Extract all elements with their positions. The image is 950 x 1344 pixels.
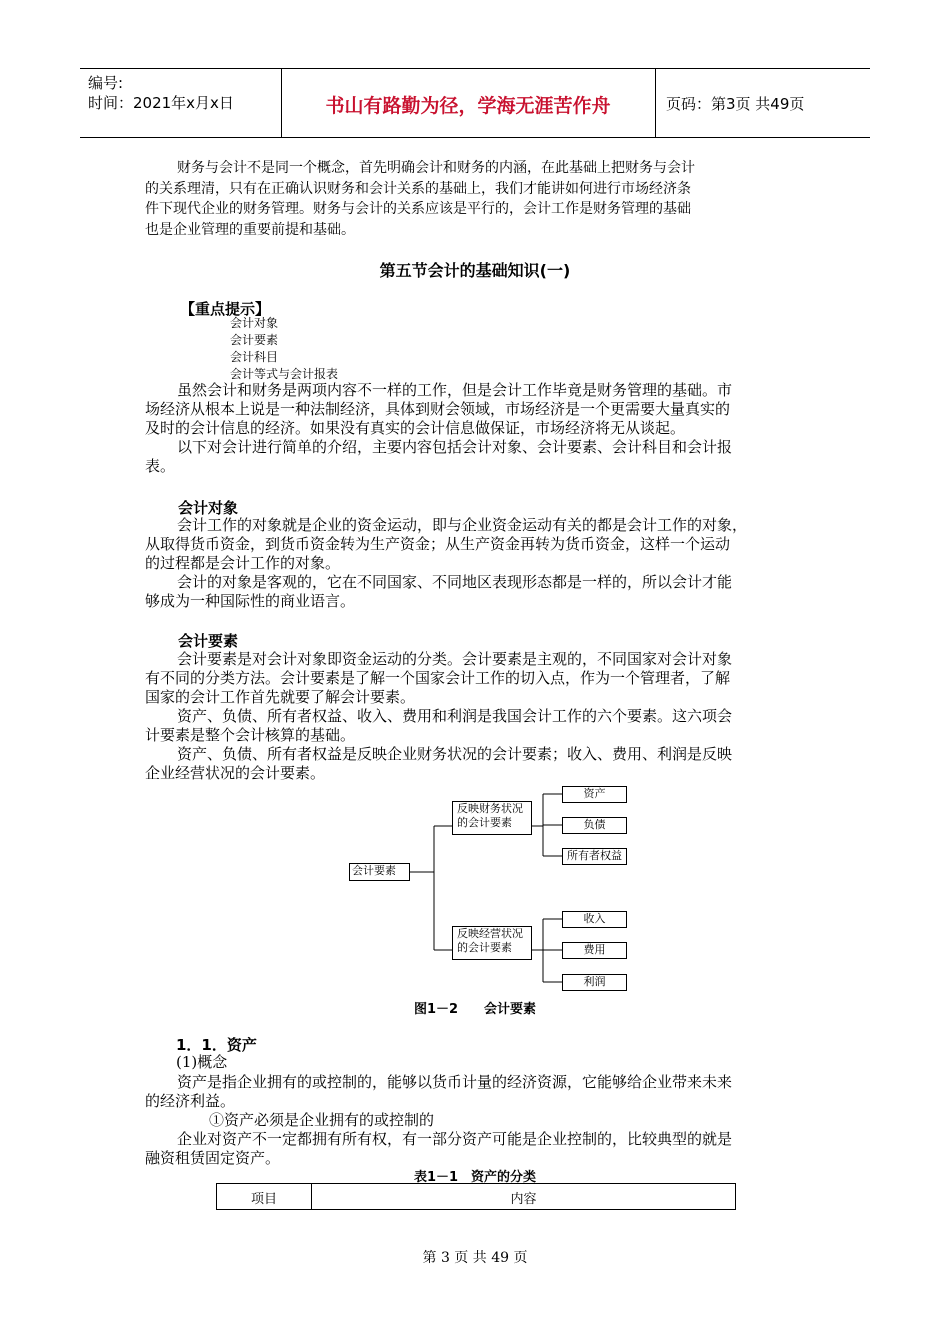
text-line: 件下现代企业的财务管理。财务与会计的关系应该是平行的，会计工作是财务管理的基础 — [145, 201, 691, 217]
text-line: 及时的会计信息的经济。如果没有真实的会计信息做保证，市场经济将无从谈起。 — [145, 419, 686, 437]
group-label: 的会计要素 — [457, 816, 512, 829]
assets-classification-table — [216, 1183, 736, 1210]
header-page-label: 页码：第3页 共49页 — [666, 95, 805, 113]
diagram-root-box: 会计要素 — [349, 863, 410, 881]
text-line: 场经济从根本上说是一种法制经济，具体到财会领域，市场经济是一个更需要大量真实的 — [145, 400, 731, 418]
text-line: 企业经营状况的会计要素。 — [145, 764, 326, 782]
header-date-label: 时间：2021年x月x日 — [88, 94, 234, 112]
text-line: 资产是指企业拥有的或控制的，能够以货币计量的经济资源，它能够给企业带来未来 — [177, 1073, 733, 1091]
page-footer: 第 3 页 共 49 页 — [422, 1250, 528, 1266]
figure-caption: 图1－2 会计要素 — [413, 1002, 537, 1017]
diagram-group-box — [452, 926, 532, 960]
table-header-cell: 内容 — [510, 1192, 537, 1207]
text-line: 财务与会计不是同一个概念，首先明确会计和财务的内涵，在此基础上把财务与会计 — [177, 160, 695, 176]
text-line: 会计要素是对会计对象即资金运动的分类。会计要素是主观的，不同国家对会计对象 — [177, 650, 733, 668]
section-title: 第五节会计的基础知识(一) — [379, 261, 571, 280]
text-line: 国家的会计工作首先就要了解会计要素。 — [145, 688, 416, 706]
text-line: 资产、负债、所有者权益是反映企业财务状况的会计要素；收入、费用、利润是反映 — [177, 745, 733, 763]
text-line: 有不同的分类方法。会计要素是了解一个国家会计工作的切入点，作为一个管理者，了解 — [145, 669, 731, 687]
accounting-object-title: 会计对象 — [178, 499, 239, 517]
text-line: 会计的对象是客观的，它在不同国家、不同地区表现形态都是一样的，所以会计才能 — [177, 573, 733, 591]
text-line: 资产、负债、所有者权益、收入、费用和利润是我国会计工作的六个要素。这六项会 — [177, 707, 733, 725]
diagram-item-box: 所有者权益 — [562, 848, 627, 865]
diagram-item-box: 资产 — [562, 786, 627, 803]
header-id-label: 编号: — [88, 74, 124, 92]
text-line: 够成为一种国际性的商业语言。 — [145, 592, 356, 610]
text-line: 虽然会计和财务是两项内容不一样的工作，但是会计工作毕竟是财务管理的基础。市 — [177, 381, 733, 399]
assets-text — [145, 1073, 825, 1168]
text-line: 从取得货币资金，到货币资金转为生产资金；从生产资金再转为货币资金，这样一个运动 — [145, 535, 731, 553]
list-item: 会计要素 — [230, 333, 279, 347]
assets-title: 1．1．资产 — [176, 1036, 257, 1054]
table-title: 表1－1 资产的分类 — [413, 1170, 537, 1185]
text-line: 的经济利益。 — [145, 1092, 236, 1110]
list-item: 会计对象 — [230, 316, 279, 330]
diagram-item-box: 利润 — [562, 974, 627, 991]
group-label: 的会计要素 — [457, 941, 512, 954]
diagram-item-box: 费用 — [562, 942, 627, 959]
text-line: 以下对会计进行简单的介绍，主要内容包括会计对象、会计要素、会计科目和会计报 — [177, 438, 733, 456]
group-label: 反映财务状况 — [457, 802, 523, 815]
text-line: ①资产必须是企业拥有的或控制的 — [209, 1111, 435, 1129]
text-line: 计要素是整个会计核算的基础。 — [145, 726, 356, 744]
text-line: 的过程都是会计工作的对象。 — [145, 554, 341, 572]
group-label: 反映经营状况 — [457, 927, 523, 940]
key-points-label: 【重点提示】 — [180, 300, 271, 318]
header-motto: 书山有路勤为径，学海无涯苦作舟 — [325, 95, 611, 117]
text-line: 融资租赁固定资产。 — [145, 1149, 281, 1167]
accounting-elements-title: 会计要素 — [178, 632, 239, 650]
text-line: 也是企业管理的重要前提和基础。 — [145, 221, 355, 238]
table-header-cell: 项目 — [250, 1192, 277, 1207]
text-line: 表。 — [145, 457, 176, 475]
diagram-group-box — [452, 801, 532, 835]
assets-concept: (1)概念 — [176, 1053, 228, 1071]
text-line: 企业对资产不一定都拥有所有权，有一部分资产可能是企业控制的，比较典型的就是 — [177, 1130, 733, 1148]
diagram-item-box: 收入 — [562, 911, 627, 928]
text-line: 的关系理清，只有在正确认识财务和会计关系的基础上，我们才能讲如何进行市场经济条 — [145, 180, 691, 197]
text-line: 会计工作的对象就是企业的资金运动，即与企业资金运动有关的都是会计工作的对象， — [177, 516, 748, 534]
list-item: 会计科目 — [230, 350, 279, 364]
diagram-item-box: 负债 — [562, 817, 627, 834]
list-item: 会计等式与会计报表 — [230, 367, 339, 381]
